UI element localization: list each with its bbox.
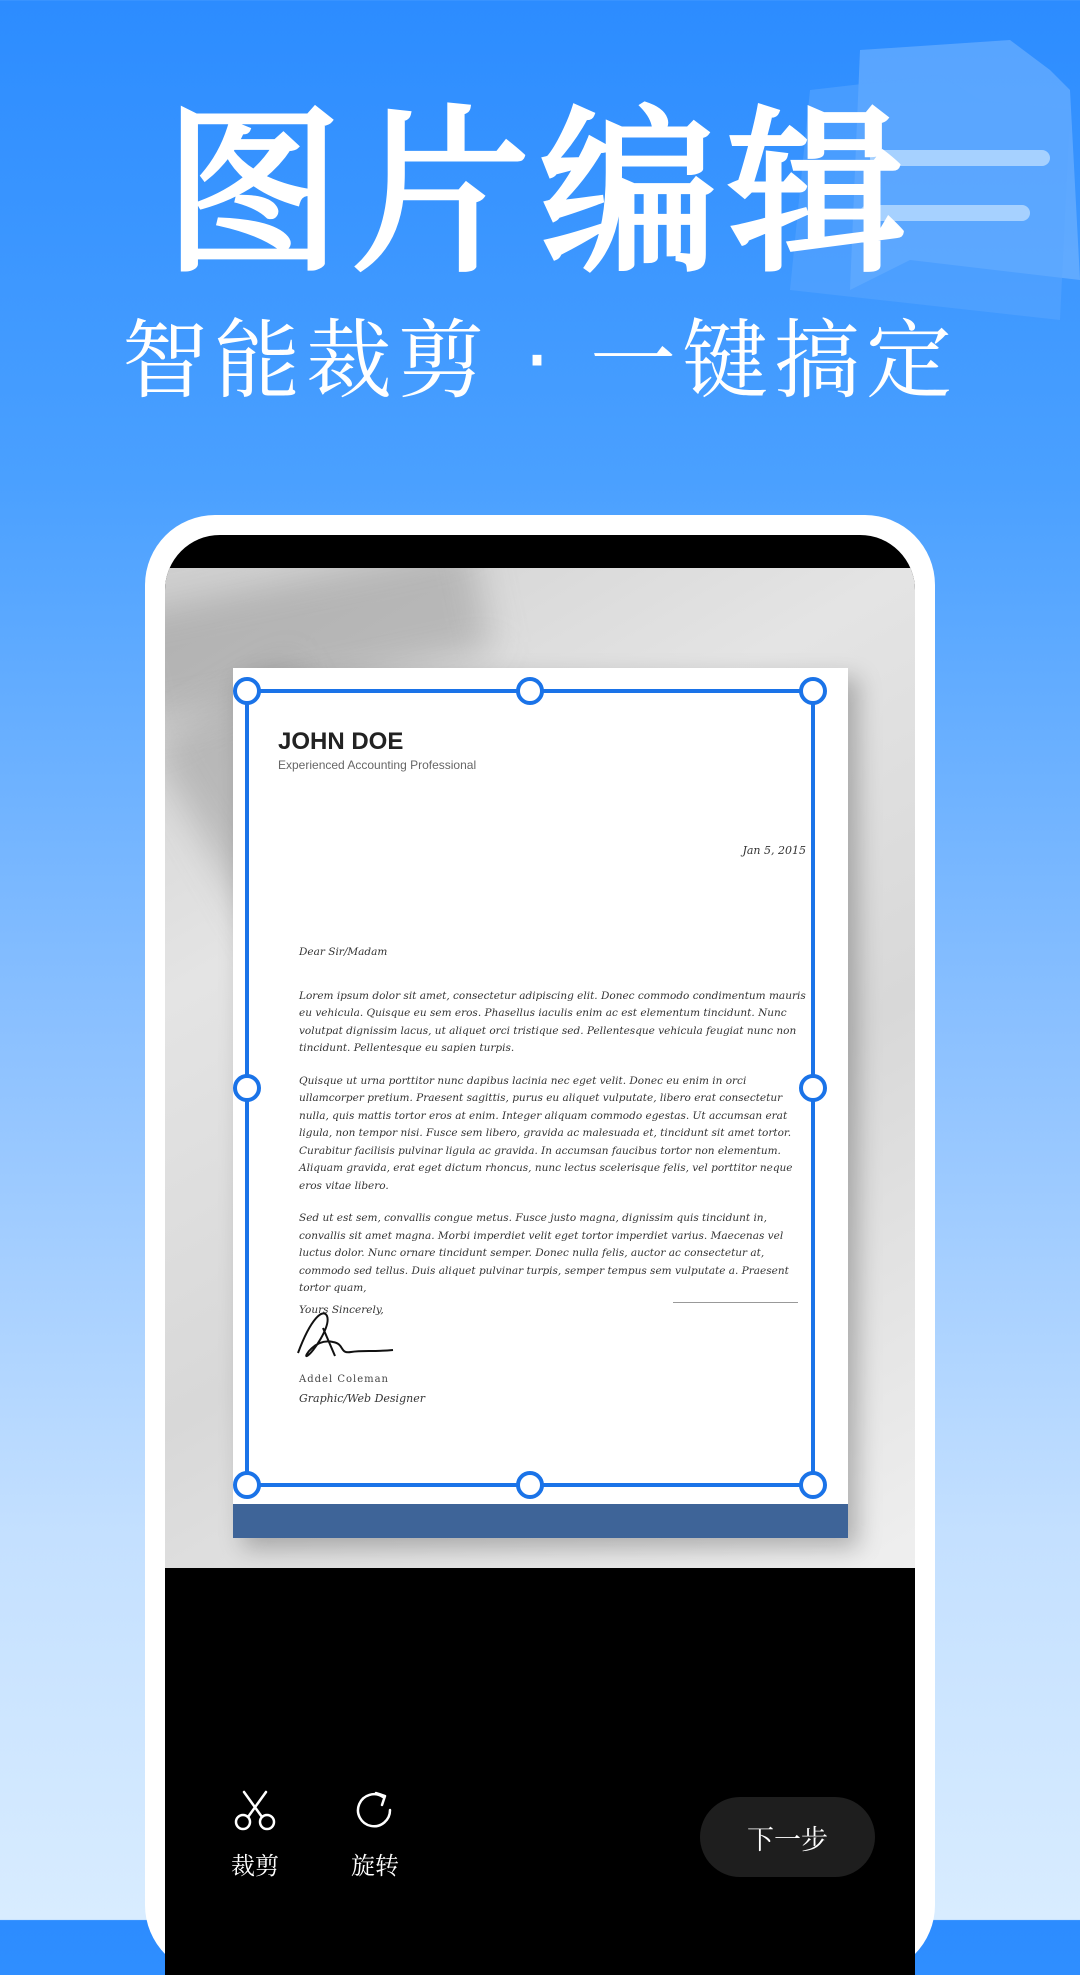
rotate-tool-button[interactable] [335,1788,415,1881]
crop-tool-label: 裁剪 [231,1852,279,1880]
crop-handle-top-left[interactable] [233,677,261,705]
phone-screen [165,535,915,1975]
letter-footer-band [233,1504,848,1538]
crop-handle-right[interactable] [799,1074,827,1102]
scissors-icon [232,1788,278,1834]
letter-paragraph: Sed ut est sem, convallis congue metus. Fusce justo magna, dignissim quis tincidunt in, convallis sit amet magna. Morbi imperdiet velit eget tortor imperdiet varius. Maecenas vel luctus dolor. Nunc ornare tincidunt semper. Donec nulla felis, auctor ac consectetur at, commodo sed tellus. Duis aliquet pulvinar turpis, semper tempus sem vulputate a. Praesent tortor quam, [299,1212,789,1294]
signer-title: Graphic/Web Designer [299,1392,425,1405]
signer-name: Addel Coleman [299,1374,389,1385]
letter-greeting: Dear Sir/Madam [299,946,388,958]
crop-handle-bottom-right[interactable] [799,1471,827,1499]
letter-closing: Yours Sincerely, [299,1303,384,1316]
letter-date: Jan 5, 2015 [742,844,806,857]
crop-handle-top-right[interactable] [799,677,827,705]
crop-handle-top[interactable] [516,677,544,705]
document-photo [165,568,915,1568]
editor-toolbar [165,1568,915,1975]
letter-name: JOHN DOE [278,728,404,755]
crop-handle-bottom-left[interactable] [233,1471,261,1499]
letter-paragraph: Lorem ipsum dolor sit amet, consectetur adipiscing elit. Donec commodo condimentum mauris eu vehicula. Quisque eu sem eros. Phasellus iaculis enim ac est elementum tincidunt. Nunc volutpat dignissim lacus, ut aliquet orci tristique sed. Pellentesque vehicula feugiat nunc non tincidunt. Pellentesque eu sapien turpis. [299,989,806,1054]
crop-handle-left[interactable] [233,1074,261,1102]
rotate-icon [352,1788,398,1834]
next-step-button[interactable]: 下一步 [700,1797,875,1877]
crop-frame[interactable] [245,689,815,1487]
letter-paragraph: Quisque ut urna porttitor nunc dapibus lacinia nec eget velit. Donec eu enim in orci ullamcorper pretium. Praesent sagittis, purus eu aliquet vulputate, libero erat consectetur nulla, quis mattis tortor eros at enim. Integer aliquam commodo egestas. Ut accumsan erat ligula, non tempor nisi. Fusce sem libero, gravida ac malesuada et, tincidunt sit amet tortor. Curabitur facilisis pulvinar ligula ac gravida. In accumsan faucibus tortor non elementum. Aliquam gravida, erat eget dictum rhoncus, nunc lectus scelerisque felis, vel porttitor neque eros vitae libero. [299,1074,793,1192]
crop-handle-bottom[interactable] [516,1471,544,1499]
letter-role: Experienced Accounting Professional [278,758,477,772]
hero-title: 图片编辑 [164,90,916,297]
phone-frame [145,515,935,1975]
crop-tool-button[interactable] [215,1788,295,1881]
hero-subtitle: 智能裁剪 · 一键搞定 [121,311,958,411]
rotate-tool-label: 旋转 [351,1852,399,1880]
